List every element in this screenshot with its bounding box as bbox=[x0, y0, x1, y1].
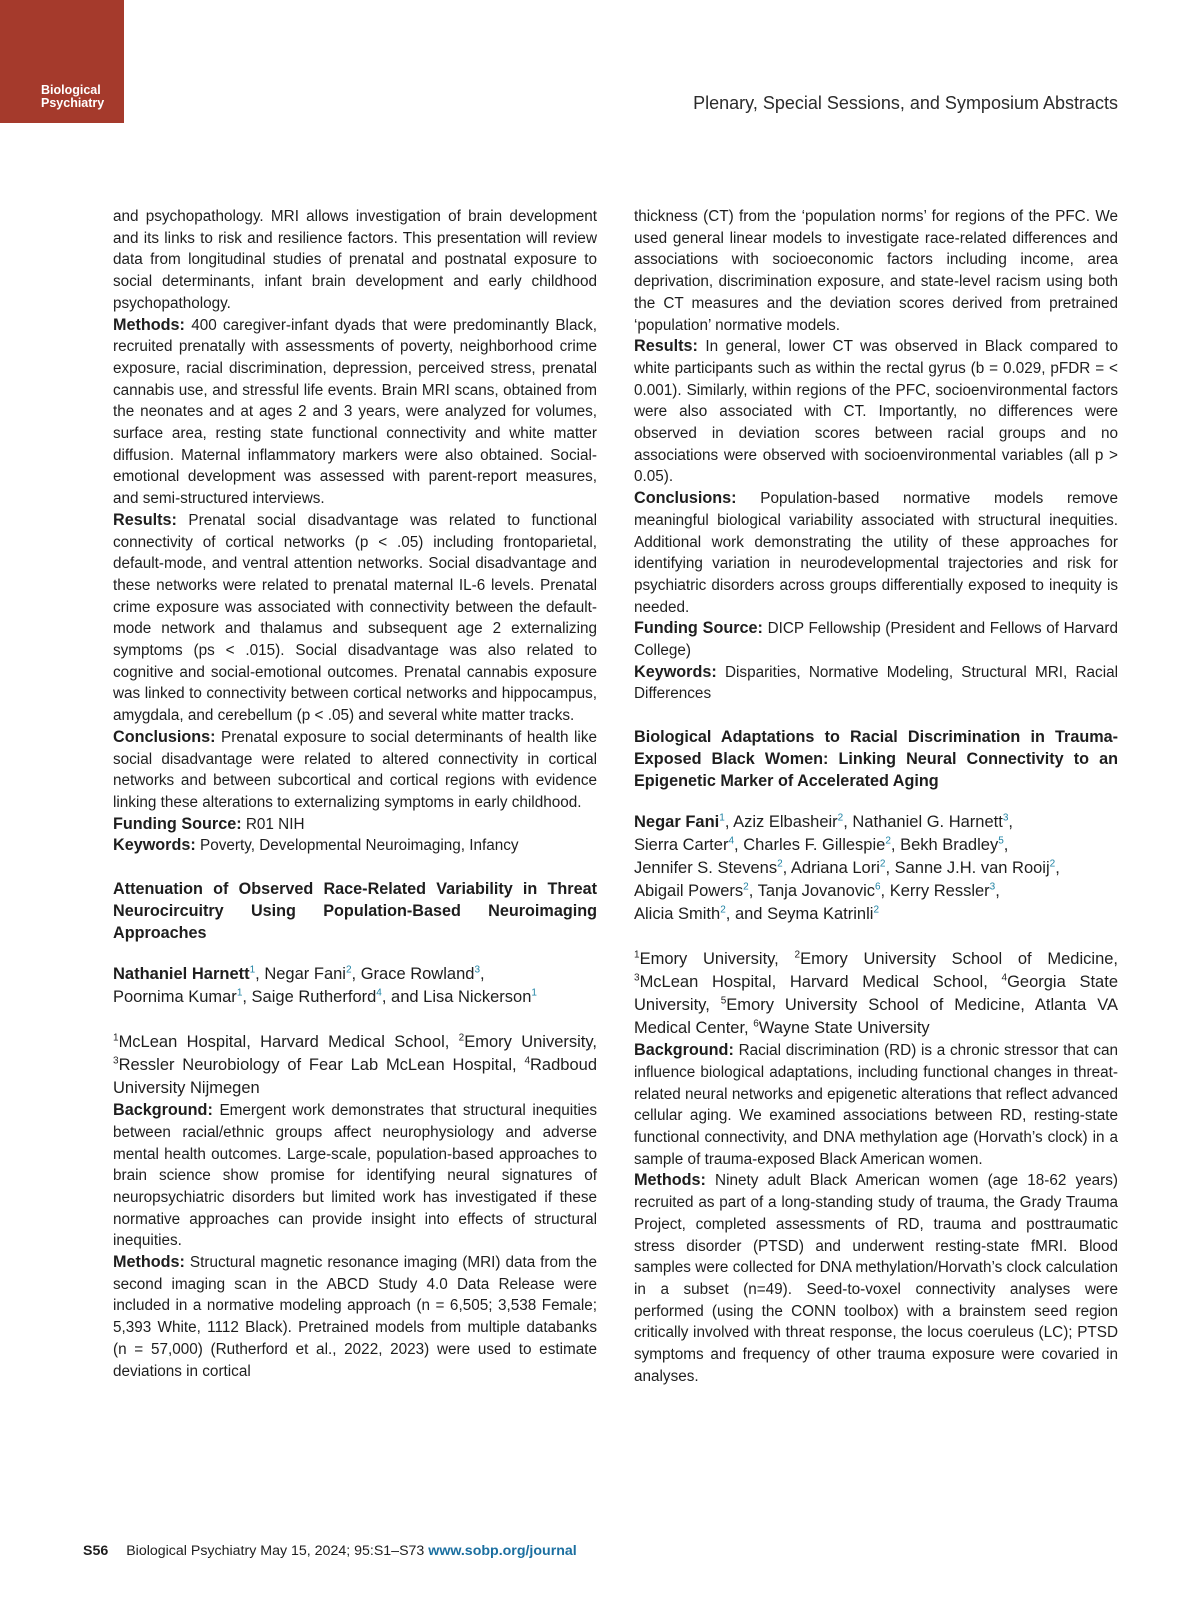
results-paragraph: Results: In general, lower CT was observed in Black compared to white participants such as within the rectal gyrus (b = 0.029, pFDR = < 0.001). Similarly, within regions of the PFC, socioenvironmental factors were also associated with CT. Importantly, no differences were observed in deviation scores between racial groups and no associations were observed with socioenvironmental variables (all p > 0.05). bbox=[634, 337, 1119, 486]
journal-link[interactable]: www.sobp.org/journal bbox=[428, 1543, 577, 1559]
methods-paragraph: Methods: Structural magnetic resonance imaging (MRI) data from the second imaging scan in the ABCD Study 4.0 Data Release were included in a normative modeling approach (n = 6,505; 3,538 Female; 5,393 White, 1112 Black). Pretrained models from multiple databanks (n = 57,000) (Rutherford et al., 2022, 2023) were used to estimate deviations in cortical bbox=[113, 1253, 597, 1380]
section-label: Funding Source: bbox=[634, 619, 763, 638]
section-label: Background: bbox=[634, 1041, 734, 1060]
citation: Biological Psychiatry May 15, 2024; 95:S1–S73 bbox=[126, 1543, 425, 1559]
funding-paragraph: Funding Source: R01 NIH bbox=[113, 814, 305, 833]
funding-paragraph: Funding Source: DICP Fellowship (President and Fellows of Harvard College) bbox=[634, 619, 1118, 660]
left-column bbox=[113, 206, 597, 1382]
section-label: Methods: bbox=[113, 1253, 185, 1272]
author-list: Nathaniel Harnett$^1$, Negar Fani$^2$, Grace Rowland$^3$, Poornima Kumar$^1$, Saige Rutherford$^4$, and Lisa Nickerson$^1$ bbox=[113, 964, 537, 1007]
section-label: Results: bbox=[634, 337, 698, 356]
journal-logo-line2: Psychiatry bbox=[41, 96, 105, 110]
section-label: Keywords: bbox=[113, 836, 196, 855]
journal-logo-line1: Biological bbox=[41, 83, 101, 97]
section-label: Funding Source: bbox=[113, 814, 242, 833]
conclusions-paragraph: Conclusions: Population-based normative models remove meaningful biological variability associated with structural inequities. Additional work demonstrating the utility of these approaches for identifying variation in neurodevelopmental trajectories and risk for psychiatric disorders across groups differentially exposed to inequity is needed. bbox=[634, 489, 1118, 616]
section-label: Methods: bbox=[113, 315, 185, 334]
abstract-title: Biological Adaptations to Racial Discrimination in Trauma-Exposed Black Women: Linking Neural Connectivity to an Epigenetic Marker of Accelerated Aging bbox=[634, 728, 1118, 791]
section-label: Conclusions: bbox=[113, 727, 216, 746]
results-paragraph: Results: Prenatal social disadvantage was related to functional connectivity of cortical networks (p < .05) including frontoparietal, default-mode, and ventral attention networks. Social disadvantage and these networks were related to prenatal maternal IL-6 levels. Prenatal crime exposure was associated with connectivity between the default-mode network and thalamus and subsequent age 2 externalizing symptoms (ps < .015). Social disadvantage was also related to cognitive and social-emotional outcomes. Prenatal cannabis exposure was linked to connectivity between cortical networks and hippocampus, amygdala, and cerebellum (p < .05) and several white matter tracks. bbox=[113, 510, 597, 725]
section-label: Results: bbox=[113, 510, 177, 529]
affiliations: $^1$McLean Hospital, Harvard Medical School, $^2$Emory University, $^3$Ressler Neurobiology of Fear Lab McLean Hospital, $^4$Radboud University Nijmegen bbox=[113, 1032, 597, 1098]
intro-paragraph: and psychopathology. MRI allows investigation of brain development and its links to risk and resilience factors. This presentation will review data from longitudinal studies of prenatal and postnatal exposure to social determinants, infant brain development and early childhood psychopathology. bbox=[113, 208, 597, 312]
section-label: Background: bbox=[113, 1101, 213, 1120]
running-head: Plenary, Special Sessions, and Symposium Abstracts bbox=[693, 93, 1118, 113]
affiliations: $^1$Emory University, $^2$Emory University School of Medicine, $^3$McLean Hospital, Harvard Medical School, $^4$Georgia State University, $^5$Emory University School of Medicine, Atlanta VA Medical Center, $^6$Wayne State University bbox=[634, 949, 1119, 1038]
right-column bbox=[634, 206, 1118, 1387]
continued-paragraph: thickness (CT) from the ‘population norms’ for regions of the PFC. We used general linear models to investigate race-related differences and associations with socioeconomic factors including income, area deprivation, discrimination exposure, and state-level racism using both the CT measures and the deviation scores derived from pretrained ‘population’ normative models. bbox=[634, 208, 1118, 334]
conclusions-paragraph: Conclusions: Prenatal exposure to social determinants of health like social disadvantage were related to altered connectivity in cortical networks and between subcortical and cortical regions with evidence linking these alterations to externalizing symptoms in early childhood. bbox=[113, 727, 597, 811]
background-paragraph: Background: Emergent work demonstrates that structural inequities between racial/ethnic groups affect neurophysiology and adverse mental health outcomes. Large-scale, population-based approaches to brain science show promise for identifying neural signatures of neuropsychiatric disorders but limited work has investigated if these normative approaches can provide insight into effects of structural inequities. bbox=[113, 1101, 597, 1250]
page-footer bbox=[83, 1543, 577, 1559]
section-label: Conclusions: bbox=[634, 489, 737, 508]
journal-brand-block bbox=[0, 0, 124, 123]
background-paragraph: Background: Racial discrimination (RD) is a chronic stressor that can influence biological adaptations, including functional changes in threat-related neural networks and epigenetic alterations that reflect advanced cellular aging. We examined associations between RD, resting-state functional connectivity, and DNA methylation age (Horvath’s clock) in a sample of trauma-exposed Black American women. bbox=[634, 1041, 1119, 1168]
methods-paragraph: Methods: 400 caregiver-infant dyads that were predominantly Black, recruited prenatally with assessments of poverty, neighborhood crime exposure, racial discrimination, depression, perceived stress, prenatal cannabis use, and stressful life events. Brain MRI scans, obtained from the neonates and at ages 2 and 3 years, were analyzed for volumes, surface area, resting state functional connectivity and white matter diffusion. Maternal inflammatory markers were also obtained. Social-emotional development was assessed with parent-report measures, and semi-structured interviews. bbox=[113, 315, 598, 508]
methods-paragraph: Methods: Ninety adult Black American women (age 18-62 years) recruited as part of a long-standing study of trauma, the Grady Trauma Project, completed assessments of RD, trauma and posttraumatic stress disorder (PTSD) and underwent resting-state fMRI. Blood samples were collected for DNA methylation/Horvath’s clock calculation in a subset (n=49). Seed-to-voxel connectivity analyses were performed (using the CONN toolbox) with a brainstem seed region critically involved with threat response, the locus coeruleus (LC); PTSD symptoms and frequency of other trauma exposure were covaried in analyses. bbox=[634, 1171, 1119, 1385]
section-label: Methods: bbox=[634, 1171, 706, 1190]
keywords-paragraph: Keywords: Disparities, Normative Modeling, Structural MRI, Racial Differences bbox=[634, 662, 1118, 703]
author-list: Negar Fani$^1$, Aziz Elbasheir$^2$, Nathaniel G. Harnett$^3$, Sierra Carter$^4$, Charles F. Gillespie$^2$, Bekh Bradley$^5$, Jennifer S. Stevens$^2$, Adriana Lori$^2$, Sanne J.H. van Rooij$^2$, Abigail Powers$^2$, Tanja Jovanovic$^6$, Kerry Ressler$^3$, Alicia Smith$^2$, and Seyma Katrinli$^2$ bbox=[634, 812, 1060, 924]
page-number: S56 bbox=[83, 1543, 109, 1559]
abstract-title: Attenuation of Observed Race-Related Variability in Threat Neurocircuitry Using Population-Based Neuroimaging Approaches bbox=[113, 880, 597, 943]
keywords-paragraph: Keywords: Poverty, Developmental Neuroimaging, Infancy bbox=[113, 836, 519, 855]
journal-logo-text bbox=[41, 84, 104, 110]
section-label: Keywords: bbox=[634, 662, 717, 681]
